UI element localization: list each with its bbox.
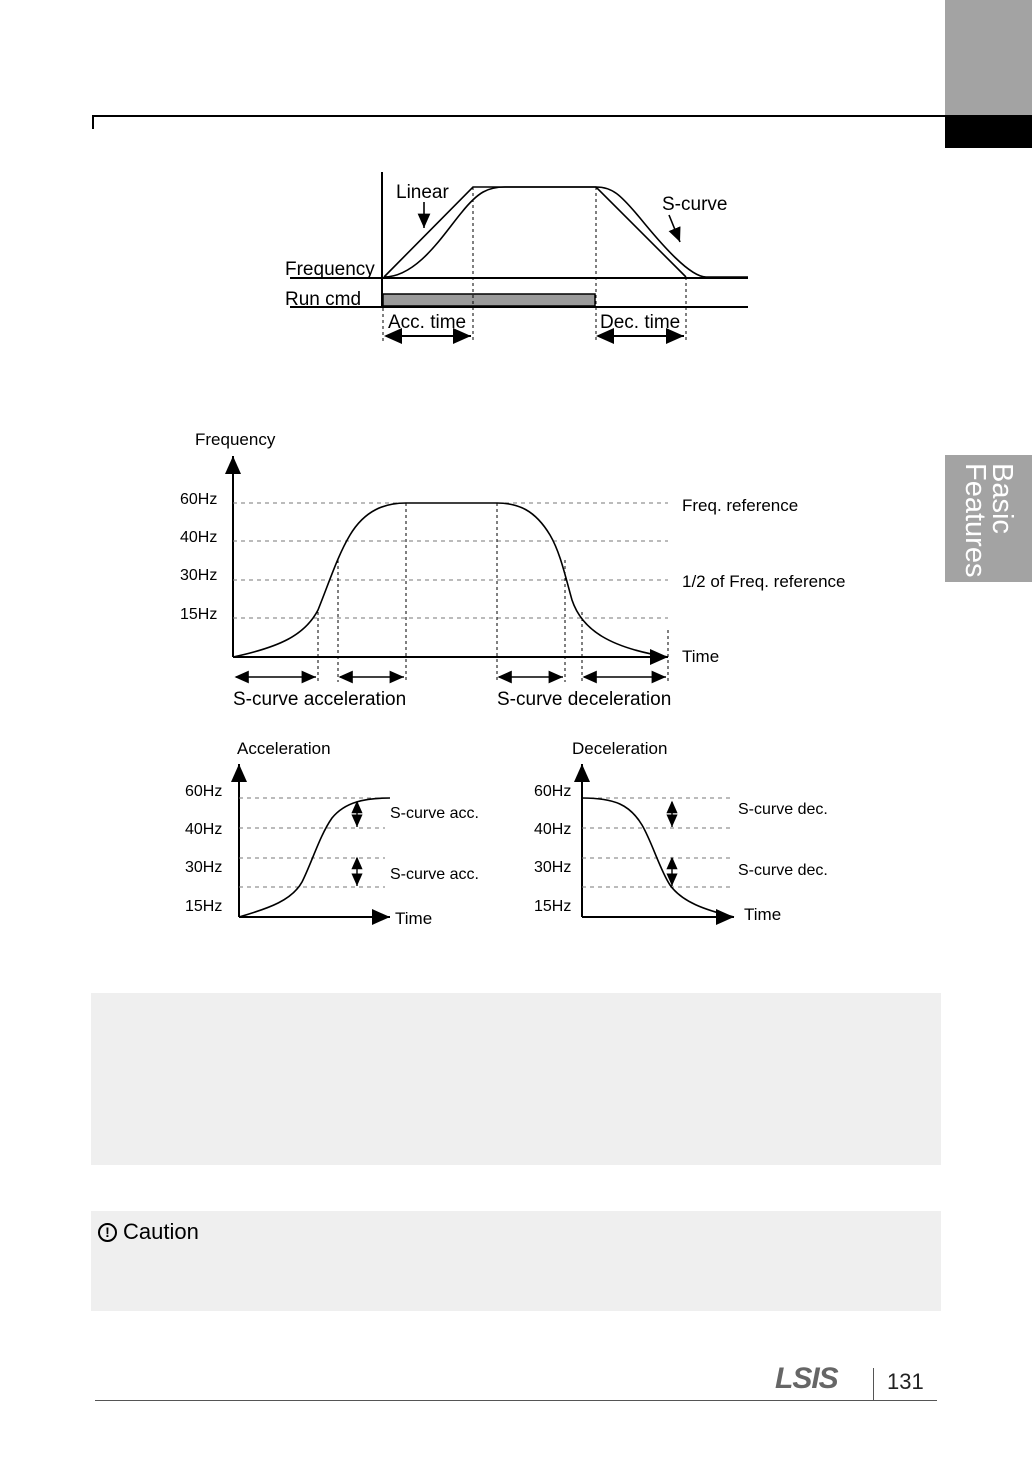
d2-time: Time bbox=[682, 647, 720, 666]
d4-tick-15: 15Hz bbox=[534, 898, 572, 915]
diagram-s-curve-profile bbox=[180, 430, 845, 710]
chapter-tab-line2: Features bbox=[959, 463, 992, 578]
d3-label-bottom: S-curve acc. bbox=[390, 866, 479, 883]
diagram-acceleration bbox=[185, 739, 479, 928]
diagram-linear-scurve bbox=[285, 172, 748, 342]
label-dec-time: Dec. time bbox=[600, 312, 681, 333]
footer-divider bbox=[873, 1368, 874, 1400]
d4-label-bottom: S-curve dec. bbox=[738, 862, 828, 879]
caution-title: Caution bbox=[123, 1219, 199, 1244]
s-curve-pointer bbox=[669, 215, 680, 242]
d4-tick-30: 30Hz bbox=[534, 859, 572, 876]
d3-label-top: S-curve acc. bbox=[390, 805, 479, 822]
d4-label-top: S-curve dec. bbox=[738, 801, 828, 818]
d2-tick-40: 40Hz bbox=[180, 529, 218, 546]
d3-title: Acceleration bbox=[237, 739, 331, 758]
label-s-curve: S-curve bbox=[662, 194, 728, 215]
chapter-tab-line1: Basic bbox=[986, 463, 1019, 534]
exclamation-icon: ! bbox=[98, 1223, 117, 1242]
caution-box bbox=[91, 1211, 941, 1311]
d4-title: Deceleration bbox=[572, 739, 668, 758]
d2-s-acc: S-curve acceleration bbox=[233, 689, 407, 710]
d4-tick-40: 40Hz bbox=[534, 821, 572, 838]
d2-freq-ref: Freq. reference bbox=[682, 496, 799, 515]
company-logo: LSIS bbox=[775, 1362, 838, 1395]
d2-tick-15: 15Hz bbox=[180, 606, 218, 623]
d4-time: Time bbox=[744, 905, 782, 924]
page-number: 131 bbox=[887, 1369, 924, 1394]
d2-s-dec: S-curve deceleration bbox=[497, 689, 672, 710]
d2-tick-60: 60Hz bbox=[180, 491, 218, 508]
d3-tick-30: 30Hz bbox=[185, 859, 223, 876]
run-cmd-bar bbox=[383, 294, 595, 306]
d2-tick-30: 30Hz bbox=[180, 567, 218, 584]
note-box bbox=[91, 993, 941, 1165]
d3-tick-60: 60Hz bbox=[185, 783, 223, 800]
label-acc-time: Acc. time bbox=[388, 312, 467, 333]
label-frequency: Frequency bbox=[285, 259, 375, 280]
d3-time: Time bbox=[395, 909, 433, 928]
d2-y-title: Frequency bbox=[195, 430, 276, 449]
label-linear: Linear bbox=[396, 182, 449, 203]
d2-half-ref: 1/2 of Freq. reference bbox=[682, 572, 846, 591]
footer-rule bbox=[95, 1400, 937, 1401]
diagram-deceleration bbox=[534, 739, 828, 924]
label-run-cmd: Run cmd bbox=[285, 289, 362, 310]
d3-tick-40: 40Hz bbox=[185, 821, 223, 838]
caution-heading bbox=[98, 1219, 199, 1245]
d4-tick-60: 60Hz bbox=[534, 783, 572, 800]
d3-tick-15: 15Hz bbox=[185, 898, 223, 915]
